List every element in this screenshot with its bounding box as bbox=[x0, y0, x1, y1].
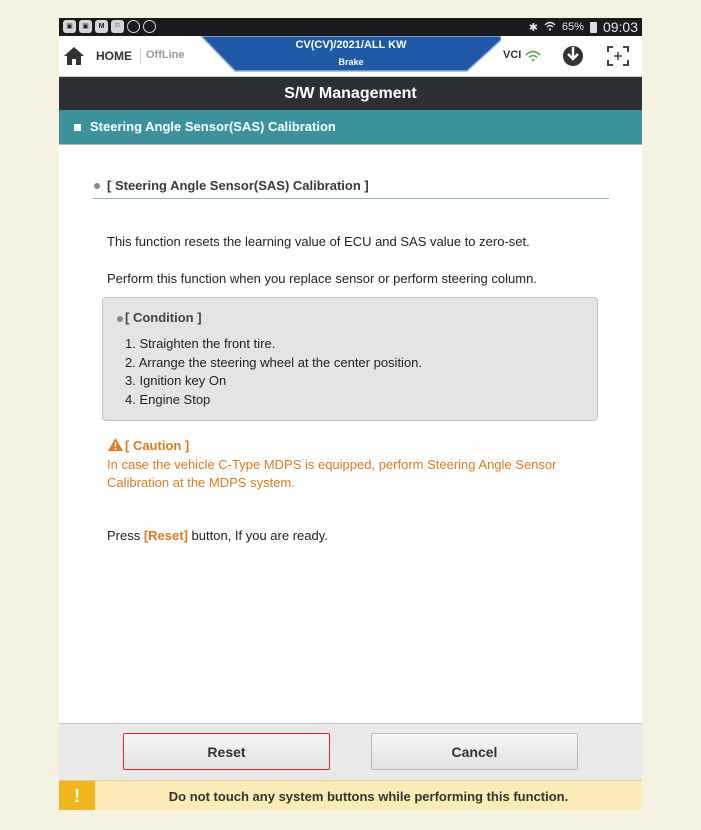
gds-notification-icon: ▣ bbox=[63, 20, 76, 33]
instruction-suffix: button, If you are ready. bbox=[187, 528, 328, 543]
page-title: S/W Management bbox=[59, 77, 642, 110]
gds-notification-icon-2: ▣ bbox=[79, 20, 92, 33]
instruction-prefix: Press bbox=[107, 528, 144, 543]
description-text: This function resets the learning value of ECU and SAS value to zero-set. bbox=[107, 234, 530, 249]
condition-bullet-icon bbox=[117, 316, 123, 322]
compass-icon bbox=[143, 20, 156, 33]
action-bar bbox=[59, 723, 642, 780]
instruction-text bbox=[107, 528, 328, 543]
caution-text: In case the vehicle C-Type MDPS is equipped, perform Steering Angle Sensor Calibration at the MDPS system. bbox=[107, 457, 557, 490]
section-bullet-icon bbox=[74, 124, 81, 131]
condition-title: [ Condition ] bbox=[125, 310, 202, 325]
status-bar bbox=[59, 18, 642, 36]
screen-capture-icon[interactable] bbox=[607, 46, 629, 71]
network-icon: ⚐ bbox=[111, 20, 124, 33]
cancel-button[interactable]: Cancel bbox=[371, 733, 578, 770]
mail-icon: M bbox=[95, 20, 108, 33]
download-icon[interactable] bbox=[560, 44, 586, 73]
condition-item: 4. Engine Stop bbox=[125, 392, 211, 407]
system-name: Brake bbox=[338, 57, 364, 67]
section-header bbox=[59, 110, 642, 144]
home-icon[interactable] bbox=[62, 44, 86, 68]
content-panel bbox=[59, 144, 642, 723]
bluetooth-icon: ✱ bbox=[528, 21, 538, 34]
content-heading: [ Steering Angle Sensor(SAS) Calibration ] bbox=[107, 178, 369, 193]
reset-button[interactable]: Reset bbox=[123, 733, 330, 770]
nav-divider bbox=[140, 48, 141, 64]
usage-text: Perform this function when you replace sensor or perform steering column. bbox=[107, 271, 537, 286]
wifi-icon bbox=[544, 21, 556, 34]
vehicle-info[interactable]: CV(CV)/2021/ALL KW bbox=[295, 39, 407, 51]
clock: 09:03 bbox=[602, 19, 638, 35]
section-title: Steering Angle Sensor(SAS) Calibration bbox=[90, 119, 336, 134]
condition-item: 3. Ignition key On bbox=[125, 373, 227, 388]
battery-percent: 65% bbox=[561, 21, 584, 33]
instruction-reset-highlight: [Reset] bbox=[143, 528, 188, 543]
exclamation-icon: ! bbox=[59, 781, 95, 810]
battery-icon bbox=[590, 22, 597, 33]
system-indicators bbox=[529, 19, 638, 35]
top-navigation bbox=[59, 36, 642, 77]
offline-status: OffLine bbox=[146, 49, 185, 61]
warning-text: Do not touch any system buttons while performing this function. bbox=[168, 789, 569, 804]
condition-item: 2. Arrange the steering wheel at the center position. bbox=[125, 355, 423, 370]
device-screen bbox=[59, 18, 642, 810]
home-label[interactable]: HOME bbox=[96, 49, 132, 63]
warning-triangle-icon bbox=[107, 437, 124, 457]
heading-divider bbox=[93, 198, 609, 199]
condition-box bbox=[102, 297, 598, 421]
vci-wireless-icon bbox=[525, 48, 541, 67]
caution-title: [ Caution ] bbox=[125, 438, 190, 453]
condition-item: 1. Straighten the front tire. bbox=[125, 336, 276, 351]
notification-icons bbox=[63, 20, 156, 33]
do-not-disturb-icon bbox=[127, 20, 140, 33]
vci-label: VCI bbox=[503, 49, 522, 61]
warning-banner bbox=[59, 780, 642, 810]
heading-bullet-icon bbox=[94, 183, 100, 189]
